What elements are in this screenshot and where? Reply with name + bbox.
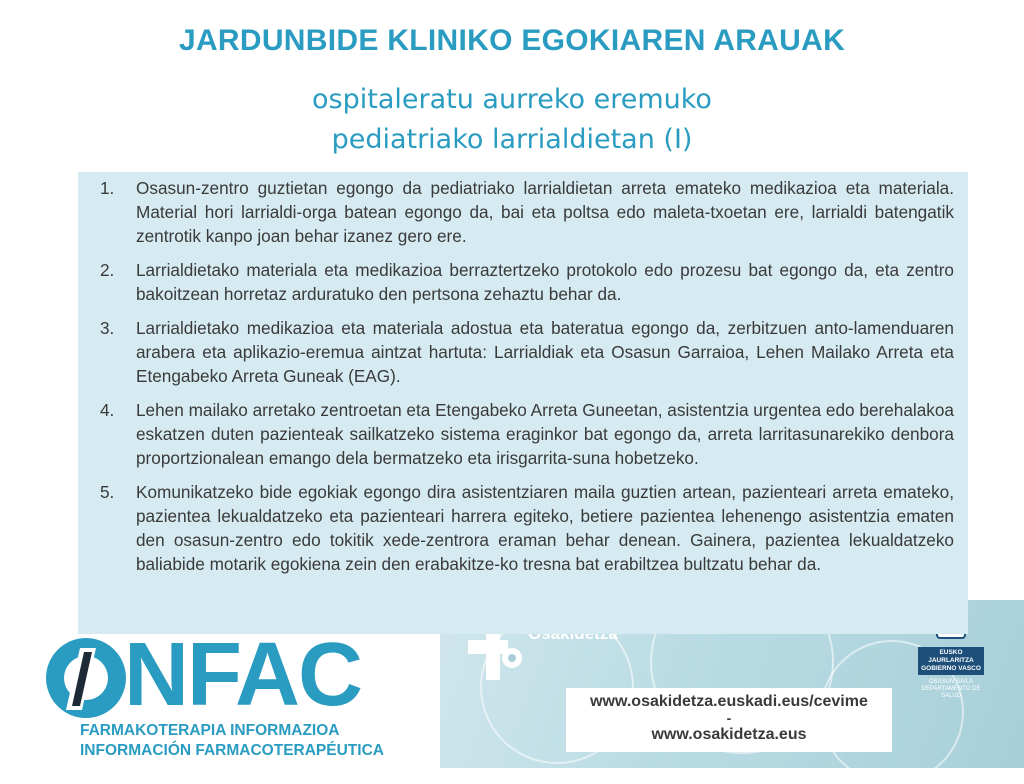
slide-title: JARDUNBIDE KLINIKO EGOKIAREN ARAUAK — [178, 24, 846, 57]
gov-dept-1: OSASUN SAILA — [928, 679, 973, 685]
subtitle-line-1: ospitaleratu aurreko eremuko — [312, 84, 712, 115]
item-text: Lehen mailako arretako zentroetan eta Etengabeko Arreta Guneetan, asistentzia urgentea edo berehalakoa eskatzen duten pazienteak sailkatzeko sistema eraginkor bat egongo da, arreta larritasunarekiko denbora proportzionalean emango dela bermatzeko eta irisgarrita-suna hobetzeko. — [136, 400, 954, 468]
gov-dept-2: DEPARTAMENTO DE SALUD — [921, 686, 981, 699]
item-text: Larrialdietako medikazioa eta materiala adostua eta bateratua egongo da, zerbitzuen anto-lamenduaren arabera eta aplikazio-eremua aintzat hartuta: Larrialdiak eta Osasun Garraioa, Lehen Mailako Arreta eta Etengabeko Arreta Guneak (EAG). — [136, 318, 954, 386]
list-item — [100, 316, 954, 388]
standards-panel — [78, 172, 968, 634]
slide-subtitle — [0, 80, 1024, 160]
standards-list — [100, 176, 954, 576]
url-separator: - — [726, 710, 732, 726]
infac-i-icon — [44, 636, 128, 720]
item-number: 3. — [100, 318, 115, 338]
cevime-link[interactable]: www.osakidetza.euskadi.eus/cevime — [590, 693, 868, 710]
gov-name-2: GOBIERNO VASCO — [921, 665, 981, 672]
gov-name-box — [918, 647, 984, 675]
item-text: Osasun-zentro guztietan egongo da pediatriako larrialdietan arreta emateko medikazioa eta materiala. Material hori larrialdi-orga batean egongo da, bai eta poltsa edo maleta-txoetan ere, larrialdi batengatik zentrotik kanpo joan behar izanez gero ere. — [136, 178, 954, 246]
item-number: 1. — [100, 178, 115, 198]
logo-subtitle-eu: FARMAKOTERAPIA INFORMAZIOA — [80, 722, 340, 739]
subtitle-line-2: pediatriako larrialdietan (I) — [331, 124, 693, 155]
infac-logo — [44, 625, 404, 764]
item-text: Komunikatzeko bide egokiak egongo dira asistentziaren maila guztien artean, pazienteari arreta emateko, pazientea lekualdatzeko eta pazienteari harrera egiteko, betiere pazientea lehenengo asistentzia ematen den osasun-zentro edo tokitik xede-zentrora eraman behar denean. Gainera, pazientea lekualdatzeko baliabide motarik egokiena zein den erabakitze-ko tresna bat erabiltzea bultzatu behar da. — [136, 482, 954, 574]
gov-name-1: EUSKO JAURLARITZA — [928, 649, 974, 664]
item-number: 5. — [100, 482, 115, 502]
item-number: 2. — [100, 260, 115, 280]
gov-dept — [918, 679, 984, 700]
logo-wordmark: NFAC — [124, 625, 361, 725]
list-item — [100, 258, 954, 306]
item-text: Larrialdietako materiala eta medikazioa berraztertzeko protokolo edo prozesu bat egongo da, eta zentro bakoitzean horretaz arduratuko den pertsona zehaztu behar da. — [136, 260, 954, 304]
item-number: 4. — [100, 400, 115, 420]
logo-subtitle-es: INFORMACIÓN FARMACOTERAPÉUTICA — [80, 742, 384, 759]
url-box — [566, 688, 892, 752]
osakidetza-link[interactable]: www.osakidetza.eus — [651, 726, 807, 743]
list-item — [100, 176, 954, 248]
list-item — [100, 398, 954, 470]
list-item — [100, 480, 954, 576]
